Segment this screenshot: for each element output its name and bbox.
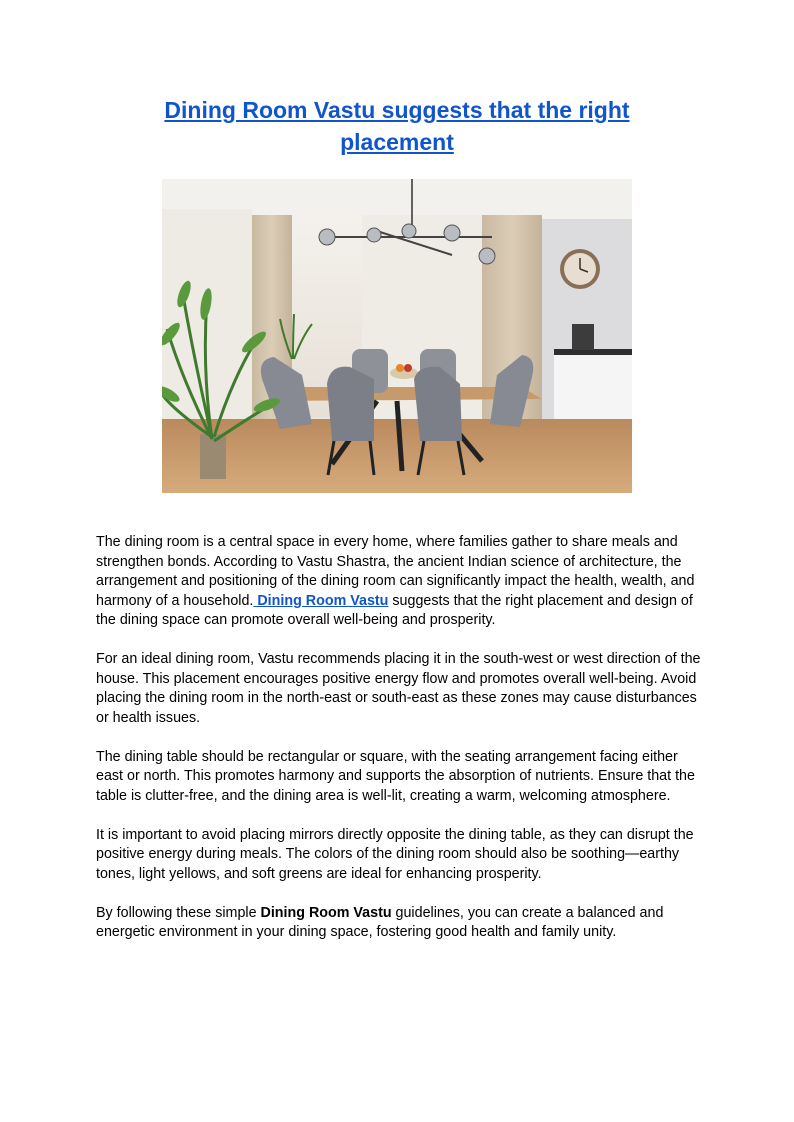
paragraph-intro-text: The dining room is a central space in every home, where families gather to share meals and strengthen bonds. According to Vastu Shastra, the ancient Indian science of architecture, the arrangement and positioning of the dining room can significantly impact the health, wealth, and harmony of a household. <box>96 534 695 609</box>
paragraph-conclusion-text: By following these simple <box>96 904 261 921</box>
paragraph-conclusion <box>96 904 708 943</box>
dining-room-photo <box>162 179 632 493</box>
paragraph-direction: For an ideal dining room, Vastu recommends placing it in the south-west or west direction of the house. This placement encourages positive energy flow and promotes overall well-being. Avoid placing the dining room in the north-east or south-east as these zones may cause disturbances or health issues. <box>96 651 701 726</box>
paragraph-intro <box>96 533 708 631</box>
dining-room-vastu-link[interactable]: Dining Room Vastu <box>253 592 389 609</box>
page-title <box>120 94 674 158</box>
paragraph-mirrors-colors: It is important to avoid placing mirrors directly opposite the dining table, as they can disrupt the positive energy during meals. The colors of the dining room should also be soothing—earthy tones, light yellows, and soft greens are ideal for enhancing prosperity. <box>96 826 694 882</box>
article-body <box>96 533 708 962</box>
title-link[interactable]: Dining Room Vastu suggests that the right placement <box>164 97 630 155</box>
dining-room-vastu-bold: Dining Room Vastu <box>260 904 392 921</box>
paragraph-intro-text-end: suggests that the right placement and design of the dining space can promote overall well-being and prosperity. <box>96 592 693 628</box>
paragraph-table: The dining table should be rectangular or square, with the seating arrangement facing either east or north. This promotes harmony and supports the absorption of nutrients. Ensure that the table is clutter-free, and the dining area is well-lit, creating a warm, welcoming atmosphere. <box>96 748 695 804</box>
paragraph-conclusion-text-end: guidelines, you can create a balanced and energetic environment in your dining space, fostering good health and family unity. <box>96 904 664 940</box>
